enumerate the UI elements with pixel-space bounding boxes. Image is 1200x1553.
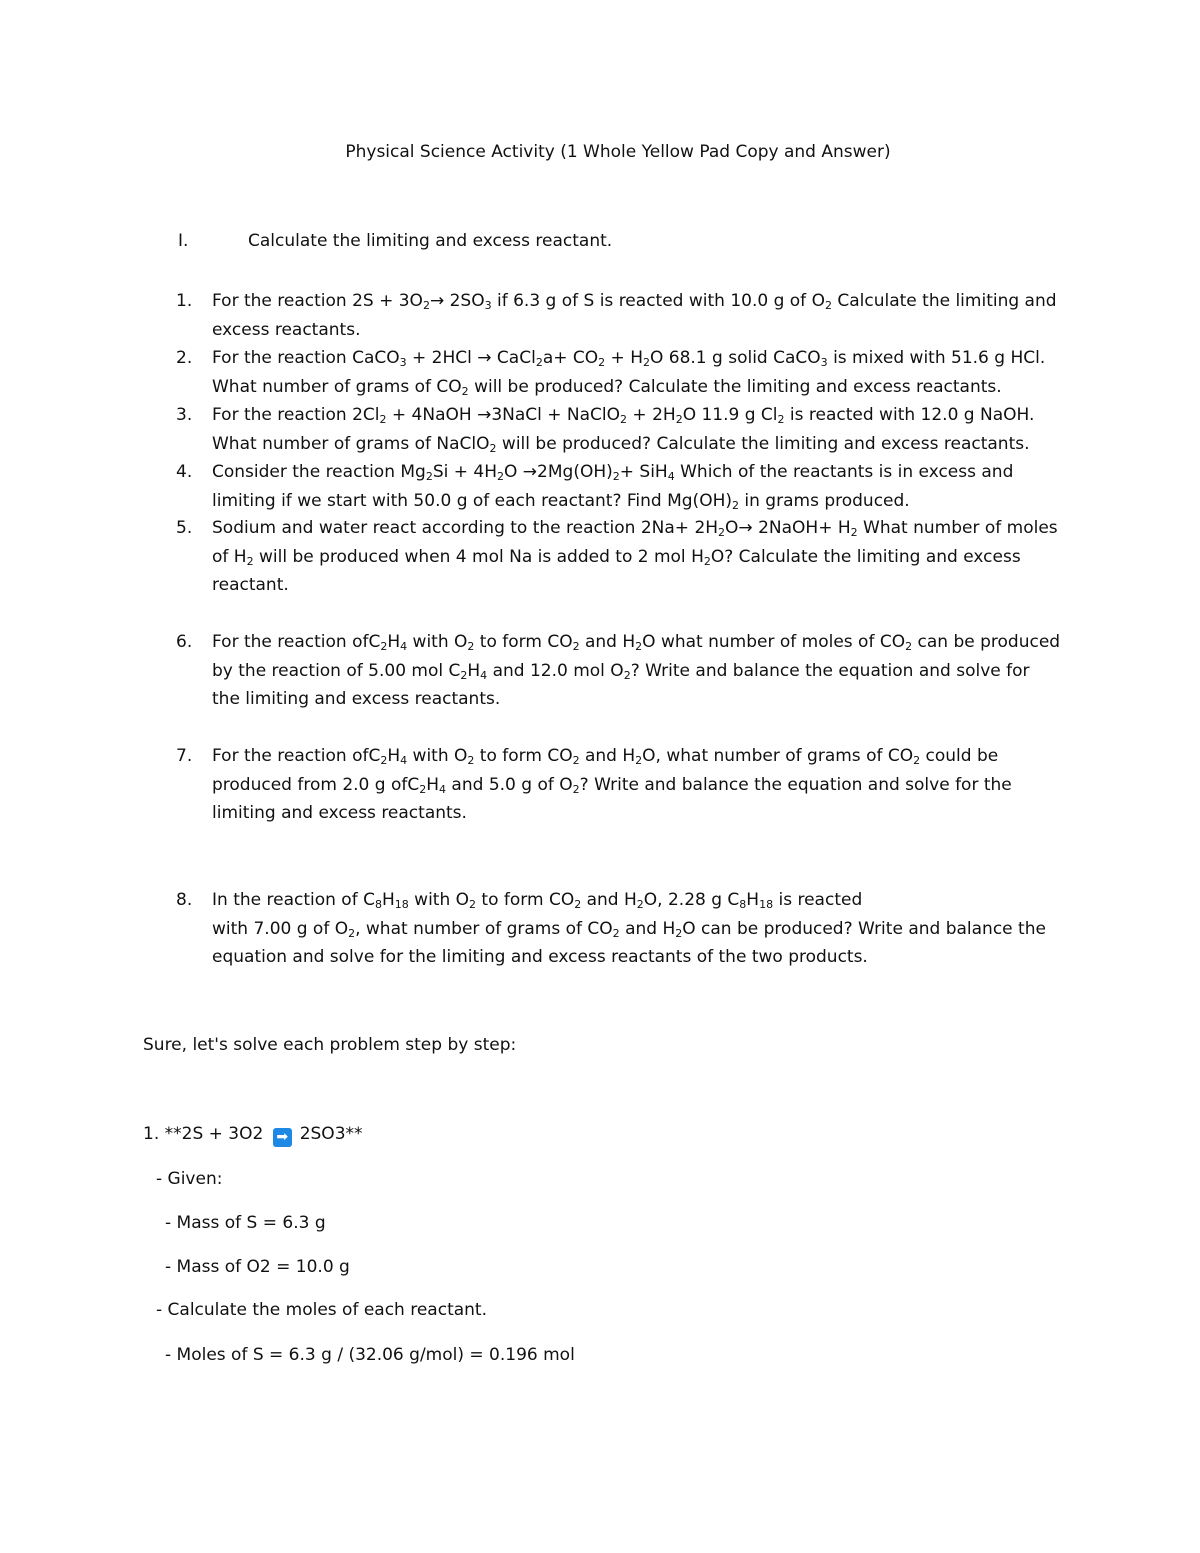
question-text: In the reaction of $C_8H_{18}$ with $O_2$ to form $CO_2$ and $H_2O$, 2.28 g $C_8H_{18}$ is reacted with 7.00 g of $O_2$, what number of grams of $CO_2$ and $H_2O$ can be produced? Write and balance the equation and solve for the limiting and excess reactants of the two products. bbox=[212, 890, 1046, 967]
question-number: 4. bbox=[176, 462, 193, 482]
question-text: Consider the reaction $Mg_2Si + 4H_2O \to 2Mg(OH)_2+ SiH_4$ Which of the reactants is in excess and limiting if we start with 50.0 g of each reactant? Find $Mg(OH)_2$ in grams produced. bbox=[212, 462, 1014, 512]
question-number: 3. bbox=[176, 405, 193, 425]
answer-intro: Sure, let's solve each problem step by step: bbox=[143, 1035, 517, 1055]
answer-line: - Moles of S = 6.3 g / (32.06 g/mol) = 0.196 mol bbox=[165, 1345, 575, 1365]
question-text: For the reaction $ofC_2H_4$ with $O_2$ to form $CO_2$ and $H_2O$, what number of grams of $CO_2$ could be produced from 2.0 g $ofC_2H_4$ and 5.0 g of $O_2$? Write and balance the equation and solve for the limiting and excess reactants. bbox=[212, 746, 1012, 823]
answer-line: - Given: bbox=[156, 1169, 223, 1189]
question-text: For the reaction CaCO$_3$ + 2HCl → CaCl$_2$a+ $CO_2 + H_2O$ 68.1 g solid CaCO$_3$ is mixed with 51.6 g HCl. What number of grams of $CO_2$ will be produced? Calculate the limiting and excess reactants. bbox=[212, 348, 1046, 398]
question-number: 7. bbox=[176, 746, 193, 766]
answer-heading bbox=[143, 1124, 363, 1147]
question-number: 2. bbox=[176, 348, 193, 368]
question-number: 1. bbox=[176, 291, 193, 311]
question-text: For the reaction $2Cl_2$ + 4NaOH →3NaCl + NaClO$_2$ + $2H_2O$ 11.9 g $Cl_2$ is reacted with 12.0 g NaOH. What number of grams of NaClO$_2$ will be produced? Calculate the limiting and excess reactants. bbox=[212, 405, 1035, 455]
question-number: 8. bbox=[176, 890, 193, 910]
section-numeral: I. bbox=[178, 231, 189, 251]
right-arrow-icon: ➡ bbox=[273, 1128, 292, 1147]
section-text: Calculate the limiting and excess reactant. bbox=[248, 231, 613, 251]
answer-line: - Mass of O2 = 10.0 g bbox=[165, 1257, 350, 1277]
answer-line: - Mass of S = 6.3 g bbox=[165, 1213, 326, 1233]
answer-line: - Calculate the moles of each reactant. bbox=[156, 1300, 488, 1320]
question-text: For the reaction $2S + 3O_2\to 2SO_3$ if 6.3 g of S is reacted with 10.0 g of $O_2$ Calculate the limiting and excess reactants. bbox=[212, 291, 1057, 340]
question-text: For the reaction $ofC_2H_4$ with $O_2$ to form $CO_2$ and $H_2O$ what number of moles of $CO_2$ can be produced by the reaction of 5.00 mol $C_2H_4$ and 12.0 mol $O_2$? Write and balance the equation and solve for the limiting and excess reactants. bbox=[212, 632, 1061, 709]
answer-heading-left: 1. **2S + 3O2 bbox=[143, 1124, 264, 1144]
document-title: Physical Science Activity (1 Whole Yellow Pad Copy and Answer) bbox=[345, 142, 891, 162]
question-number: 5. bbox=[176, 518, 193, 538]
answer-heading-right: 2SO3** bbox=[299, 1124, 363, 1144]
question-number: 6. bbox=[176, 632, 193, 652]
question-text: Sodium and water react according to the reaction $2Na+ 2H_2O\to$ 2NaOH+ $H_2$ What number of moles of $H_2$ will be produced when 4 mol Na is added to 2 mol $H_2O$? Calculate the limiting and excess reactant. bbox=[212, 518, 1058, 595]
section-heading bbox=[178, 231, 612, 251]
